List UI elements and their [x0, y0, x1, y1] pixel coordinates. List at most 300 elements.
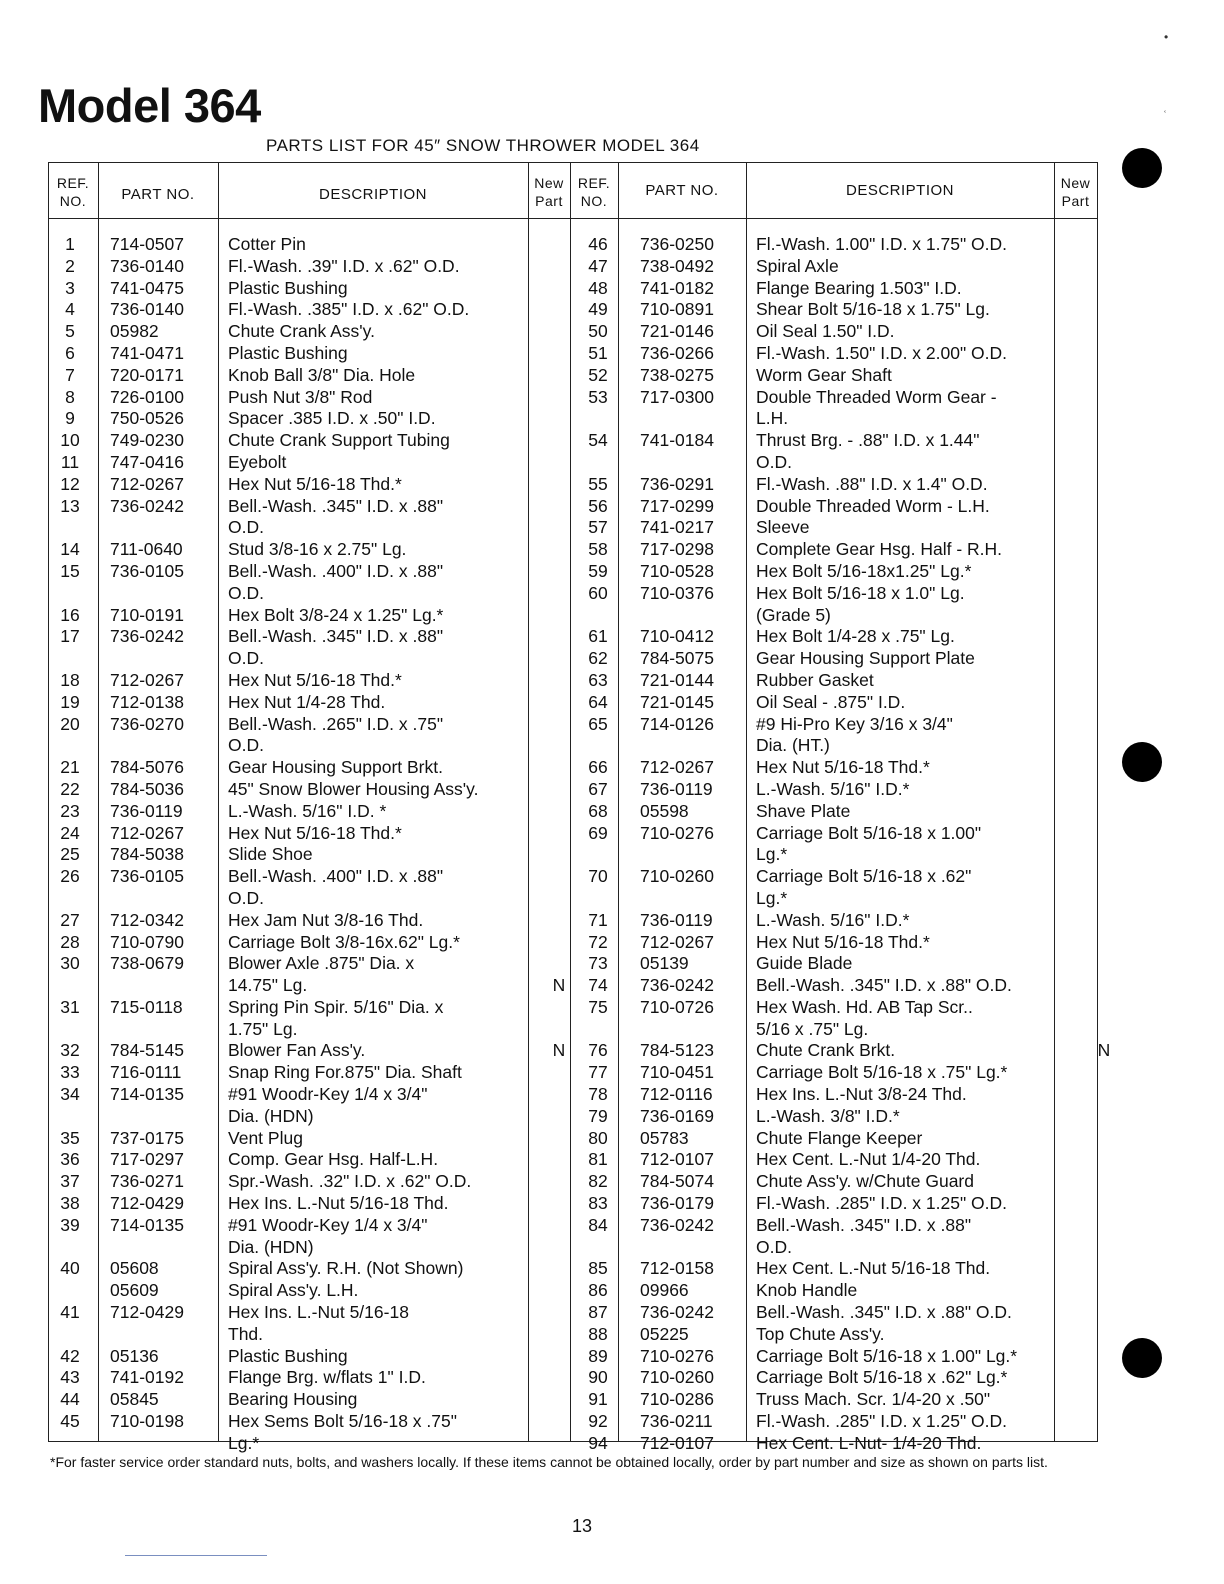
table-row: [576, 670, 1111, 692]
table-row: [576, 866, 1111, 888]
part-number: 784-5074: [640, 1171, 714, 1192]
ref-number: 85: [588, 1258, 608, 1279]
ref-number: 10: [60, 430, 80, 451]
ref-number: 54: [588, 430, 608, 451]
part-number: 741-0217: [640, 517, 714, 538]
ref-number: 94: [588, 1432, 608, 1453]
part-number: 710-0286: [640, 1389, 714, 1410]
table-row: [576, 474, 1111, 496]
table-row: [48, 1258, 576, 1280]
part-description: Bell.-Wash. .345" I.D. x .88" O.D.: [756, 1302, 1012, 1323]
part-number: 712-0116: [640, 1084, 713, 1105]
part-description: Hex Nut 1/4-28 Thd.: [228, 691, 386, 712]
table-row: [576, 648, 1111, 670]
part-number: 712-0267: [110, 473, 184, 494]
table-row: [48, 1346, 576, 1368]
table-row: [48, 844, 576, 866]
ref-number: 67: [588, 778, 608, 799]
part-description: Carriage Bolt 5/16-18 x .75" Lg.*: [756, 1062, 1008, 1083]
ref-number: 89: [588, 1345, 608, 1366]
part-number: 714-0126: [640, 713, 714, 734]
part-description: O.D.: [228, 582, 264, 603]
ref-number: 13: [60, 495, 80, 516]
table-row: [48, 801, 576, 823]
table-row: [48, 735, 576, 757]
ref-number: 26: [60, 866, 80, 887]
part-number: 784-5123: [640, 1040, 714, 1061]
part-description: Bell.-Wash. .345" I.D. x .88" O.D.: [756, 975, 1012, 996]
part-number: 736-0211: [640, 1411, 713, 1432]
part-number: 712-0267: [640, 757, 714, 778]
part-number: 741-0184: [640, 430, 714, 451]
part-description: Vent Plug: [228, 1127, 303, 1148]
table-row: [48, 605, 576, 627]
table-row: [576, 779, 1111, 801]
part-number: 05136: [110, 1345, 159, 1366]
ref-number: 60: [588, 582, 608, 603]
ref-number: 51: [588, 342, 608, 363]
part-description: Hex Nut 5/16-18 Thd.*: [756, 931, 930, 952]
ref-number: 91: [588, 1389, 608, 1410]
ref-number: 79: [588, 1105, 608, 1126]
part-number: 712-0158: [640, 1258, 714, 1279]
part-number: 784-5076: [110, 757, 184, 778]
table-row: [48, 343, 576, 365]
ref-number: 46: [588, 234, 608, 254]
table-row: [576, 757, 1111, 779]
part-description: Hex Nut 5/16-18 Thd.*: [756, 757, 930, 778]
ref-number: 90: [588, 1367, 608, 1388]
part-description: Slide Shoe: [228, 844, 313, 865]
part-description: Spiral Ass'y. R.H. (Not Shown): [228, 1258, 464, 1279]
table-row: [48, 1019, 576, 1041]
part-description: Hex Cent. L-Nut- 1/4-20 Thd.: [756, 1432, 982, 1453]
table-row: [48, 823, 576, 845]
part-description: Hex Cent. L.-Nut 5/16-18 Thd.: [756, 1258, 991, 1279]
part-number: 736-0119: [110, 800, 183, 821]
part-number: 712-0267: [110, 822, 184, 843]
table-row: [576, 452, 1111, 474]
ref-number: 80: [588, 1127, 608, 1148]
table-row: [576, 387, 1111, 409]
ref-number: 65: [588, 713, 608, 734]
table-row: [576, 714, 1111, 736]
part-number: 710-0726: [640, 996, 714, 1017]
part-number: 736-0105: [110, 560, 184, 581]
part-description: O.D.: [756, 451, 792, 472]
part-number: 714-0135: [110, 1084, 184, 1105]
ref-number: 27: [60, 909, 80, 930]
part-number: 05139: [640, 953, 689, 974]
ref-number: 14: [60, 539, 80, 560]
ref-number: 59: [588, 560, 608, 581]
part-number: 726-0100: [110, 386, 184, 407]
part-description: Gear Housing Support Plate: [756, 648, 975, 669]
part-description: Flange Bearing 1.503" I.D.: [756, 277, 962, 298]
ref-number: 78: [588, 1084, 608, 1105]
table-row: [48, 1128, 576, 1150]
ref-number: 12: [60, 473, 80, 494]
part-description: Double Threaded Worm Gear -: [756, 386, 997, 407]
ref-number: 28: [60, 931, 80, 952]
part-description: Snap Ring For.875" Dia. Shaft: [228, 1062, 462, 1083]
table-row: [48, 714, 576, 736]
ref-number: 5: [65, 321, 75, 342]
part-number: 741-0182: [640, 277, 714, 298]
table-row: [576, 234, 1111, 256]
part-number: 717-0299: [640, 495, 714, 516]
table-row: [48, 1367, 576, 1389]
table-row: [576, 953, 1111, 975]
table-row: [48, 496, 576, 518]
part-description: L.-Wash. 5/16" I.D. *: [228, 800, 387, 821]
part-number: 714-0507: [110, 234, 184, 254]
table-row: [48, 866, 576, 888]
part-description: Hex Cent. L.-Nut 1/4-20 Thd.: [756, 1149, 981, 1170]
part-number: 784-5036: [110, 778, 184, 799]
ref-number: 4: [65, 299, 75, 320]
ref-number: 69: [588, 822, 608, 843]
table-row: [576, 975, 1111, 997]
table-row: [48, 517, 576, 539]
table-row: [48, 779, 576, 801]
part-description: Bell.-Wash. .345" I.D. x .88": [228, 626, 444, 647]
table-row: [576, 1346, 1111, 1368]
part-description: Hex Ins. L.-Nut 5/16-18: [228, 1302, 409, 1323]
part-number: 711-0640: [110, 539, 183, 560]
ref-number: 57: [588, 517, 608, 538]
table-row: [576, 1302, 1111, 1324]
part-description: Chute Crank Brkt.: [756, 1040, 896, 1061]
table-row: [48, 1040, 576, 1062]
table-row: [576, 1019, 1111, 1041]
table-row: [48, 1062, 576, 1084]
table-row: [576, 1389, 1111, 1411]
table-row: [576, 583, 1111, 605]
part-number: 720-0171: [110, 364, 184, 385]
ref-number: 53: [588, 386, 608, 407]
part-description: Plastic Bushing: [228, 277, 348, 298]
part-description: Lg.*: [756, 844, 788, 865]
table-row: [48, 539, 576, 561]
part-number: 710-0891: [640, 299, 714, 320]
table-row: [576, 1367, 1111, 1389]
ref-number: 6: [65, 342, 75, 363]
part-description: Chute Crank Ass'y.: [228, 321, 375, 342]
part-description: Lg.*: [756, 887, 788, 908]
table-row: [576, 1324, 1111, 1346]
table-row: [576, 539, 1111, 561]
ref-number: 56: [588, 495, 608, 516]
part-description: Fl.-Wash. 1.00" I.D. x 1.75" O.D.: [756, 234, 1008, 254]
part-description: Spiral Axle: [756, 255, 839, 276]
ref-number: 25: [60, 844, 80, 865]
table-row: [48, 1193, 576, 1215]
part-description: Dia. (HT.): [756, 735, 830, 756]
part-number: 736-0242: [640, 1302, 714, 1323]
part-description: Lg.*: [228, 1432, 260, 1453]
table-row: [48, 1106, 576, 1128]
part-number: 721-0144: [640, 669, 714, 690]
ref-number: 24: [60, 822, 80, 843]
part-description: Eyebolt: [228, 451, 287, 472]
part-number: 717-0300: [640, 386, 714, 407]
part-description: Fl.-Wash. .39" I.D. x .62" O.D.: [228, 255, 460, 276]
part-description: Spr.-Wash. .32" I.D. x .62" O.D.: [228, 1171, 472, 1192]
table-row: [48, 1084, 576, 1106]
table-row: [576, 932, 1111, 954]
part-description: #91 Woodr-Key 1/4 x 3/4": [228, 1084, 428, 1105]
part-number: 712-0267: [640, 931, 714, 952]
table-row: [48, 452, 576, 474]
ref-number: 61: [588, 626, 608, 647]
table-row: [48, 1149, 576, 1171]
part-number: 736-0169: [640, 1105, 714, 1126]
ref-number: 63: [588, 669, 608, 690]
table-row: [576, 1128, 1111, 1150]
table-row: [48, 583, 576, 605]
ref-number: 20: [60, 713, 80, 734]
ref-number: 19: [60, 691, 80, 712]
ref-number: 31: [60, 996, 80, 1017]
table-row: [576, 496, 1111, 518]
part-number: 741-0475: [110, 277, 184, 298]
page-number: 13: [572, 1516, 593, 1536]
part-description: L.H.: [756, 408, 789, 429]
ref-number: 86: [588, 1280, 608, 1301]
table-row: [576, 1280, 1111, 1302]
ref-number: 88: [588, 1323, 608, 1344]
part-description: Blower Fan Ass'y.: [228, 1040, 366, 1061]
ref-number: 66: [588, 757, 608, 778]
margin-mark-tick: ʿ: [1163, 108, 1167, 122]
ref-number: 44: [60, 1389, 80, 1410]
part-description: Bell.-Wash. .345" I.D. x .88": [756, 1214, 972, 1235]
punch-hole-bottom: [1122, 1338, 1162, 1378]
table-row: [48, 561, 576, 583]
part-number: 09966: [640, 1280, 689, 1301]
header-part-no-right: PART NO.: [645, 182, 719, 199]
table-row: [48, 1171, 576, 1193]
table-row: [576, 997, 1111, 1019]
part-number: 710-0276: [640, 1345, 714, 1366]
ref-number: 62: [588, 648, 608, 669]
new-part-flag: N: [1097, 1040, 1111, 1061]
ref-number: 68: [588, 800, 608, 821]
header-new-part-right: New Part: [1060, 175, 1091, 209]
ref-number: 84: [588, 1214, 608, 1235]
part-number: 736-0266: [640, 342, 714, 363]
part-description: Top Chute Ass'y.: [756, 1323, 885, 1344]
part-description: Fl.-Wash. .285" I.D. x 1.25" O.D.: [756, 1411, 1008, 1432]
punch-hole-middle: [1122, 742, 1162, 782]
ref-number: 64: [588, 691, 608, 712]
ref-number: 76: [588, 1040, 608, 1061]
part-number: 05982: [110, 321, 159, 342]
part-description: Dia. (HDN): [228, 1105, 314, 1126]
ref-number: 1: [65, 234, 75, 254]
header-ref-no: REF. NO.: [56, 175, 90, 209]
part-number: 749-0230: [110, 430, 184, 451]
part-description: Flange Brg. w/flats 1" I.D.: [228, 1367, 426, 1388]
ref-number: 16: [60, 604, 80, 625]
part-description: Complete Gear Hsg. Half - R.H.: [756, 539, 1003, 560]
ref-number: 45: [60, 1411, 80, 1432]
table-row: [576, 408, 1111, 430]
part-number: 737-0175: [110, 1127, 184, 1148]
ref-number: 33: [60, 1062, 80, 1083]
part-description: Fl.-Wash. .88" I.D. x 1.4" O.D.: [756, 473, 988, 494]
table-row: [576, 1106, 1111, 1128]
part-number: 710-0276: [640, 822, 714, 843]
part-number: 714-0135: [110, 1214, 184, 1235]
ref-number: 35: [60, 1127, 80, 1148]
part-description: Fl.-Wash. .285" I.D. x 1.25" O.D.: [756, 1193, 1008, 1214]
part-description: Knob Handle: [756, 1280, 858, 1301]
ref-number: 8: [65, 386, 75, 407]
part-number: 738-0275: [640, 364, 714, 385]
table-row: [576, 1193, 1111, 1215]
table-row: [576, 626, 1111, 648]
ref-number: 55: [588, 473, 608, 494]
part-description: 1.75" Lg.: [228, 1018, 298, 1039]
part-number: 736-0291: [640, 473, 714, 494]
part-number: 710-0412: [640, 626, 714, 647]
part-description: Hex Bolt 5/16-18x1.25" Lg.*: [756, 560, 972, 581]
ref-number: 81: [588, 1149, 608, 1170]
table-row: [576, 1215, 1111, 1237]
ref-number: 15: [60, 560, 80, 581]
part-number: 750-0526: [110, 408, 184, 429]
part-description: O.D.: [228, 887, 264, 908]
part-number: 736-0242: [640, 975, 714, 996]
part-number: 784-5075: [640, 648, 714, 669]
part-description: Hex Nut 5/16-18 Thd.*: [228, 822, 402, 843]
table-row: [48, 692, 576, 714]
part-description: 5/16 x .75" Lg.: [756, 1018, 869, 1039]
table-row: [576, 256, 1111, 278]
part-description: Thd.: [228, 1323, 264, 1344]
table-row: [576, 430, 1111, 452]
part-description: Spring Pin Spir. 5/16" Dia. x: [228, 996, 444, 1017]
header-new-part: New Part: [534, 175, 564, 209]
part-description: Hex Sems Bolt 5/16-18 x .75": [228, 1411, 457, 1432]
ref-number: 30: [60, 953, 80, 974]
part-description: Carriage Bolt 5/16-18 x 1.00": [756, 822, 982, 843]
part-number: 721-0145: [640, 691, 714, 712]
part-number: 05598: [640, 800, 689, 821]
part-number: 716-0111: [110, 1062, 182, 1083]
table-row: [48, 1237, 576, 1259]
part-description: #91 Woodr-Key 1/4 x 3/4": [228, 1214, 428, 1235]
table-row: [48, 365, 576, 387]
table-row: [48, 474, 576, 496]
part-description: O.D.: [228, 648, 264, 669]
part-number: 710-0191: [110, 604, 184, 625]
part-description: (Grade 5): [756, 604, 831, 625]
table-row: [48, 997, 576, 1019]
parts-table: [48, 162, 1111, 1453]
table-row: [576, 365, 1111, 387]
part-description: Chute Ass'y. w/Chute Guard: [756, 1171, 974, 1192]
ref-number: 87: [588, 1302, 608, 1323]
part-description: 45" Snow Blower Housing Ass'y.: [228, 778, 479, 799]
part-description: Carriage Bolt 5/16-18 x .62" Lg.*: [756, 1367, 1008, 1388]
part-description: Hex Ins. L.-Nut 5/16-18 Thd.: [228, 1193, 449, 1214]
part-description: Bell.-Wash. .345" I.D. x .88": [228, 495, 444, 516]
table-row: [576, 692, 1111, 714]
ref-number: 48: [588, 277, 608, 298]
table-row: [576, 321, 1111, 343]
right-parts-column: [576, 234, 1111, 1455]
table-row: [576, 1237, 1111, 1259]
table-row: [576, 823, 1111, 845]
left-parts-column: [48, 234, 576, 1455]
part-number: 710-0528: [640, 560, 714, 581]
table-row: [48, 648, 576, 670]
page-title: Model 364: [38, 79, 261, 132]
part-number: 05608: [110, 1258, 159, 1279]
part-number: 05783: [640, 1127, 689, 1148]
table-row: [48, 975, 576, 997]
part-number: 736-0105: [110, 866, 184, 887]
ref-number: 41: [60, 1302, 80, 1323]
table-row: [48, 299, 576, 321]
part-number: 05609: [110, 1280, 159, 1301]
table-row: [48, 932, 576, 954]
ref-number: 92: [588, 1411, 608, 1432]
part-description: Fl.-Wash. 1.50" I.D. x 2.00" O.D.: [756, 342, 1008, 363]
header-description-right: DESCRIPTION: [845, 182, 954, 199]
ref-number: 39: [60, 1214, 80, 1235]
table-row: [576, 517, 1111, 539]
part-number: 741-0192: [110, 1367, 184, 1388]
part-description: Spiral Ass'y. L.H.: [228, 1280, 359, 1301]
part-number: 736-0119: [640, 778, 713, 799]
ref-number: 23: [60, 800, 80, 821]
table-row: [576, 1171, 1111, 1193]
ref-number: 74: [588, 975, 608, 996]
ref-number: 82: [588, 1171, 608, 1192]
part-description: Hex Nut 5/16-18 Thd.*: [228, 473, 402, 494]
punch-hole-top: [1122, 148, 1162, 188]
table-row: [576, 910, 1111, 932]
part-number: 738-0492: [640, 255, 714, 276]
table-row: [48, 953, 576, 975]
ref-number: 73: [588, 953, 608, 974]
table-row: [48, 1302, 576, 1324]
ref-number: 2: [65, 255, 75, 276]
table-row: [48, 321, 576, 343]
table-row: [48, 387, 576, 409]
table-row: [48, 430, 576, 452]
part-description: Oil Seal - .875" I.D.: [756, 691, 906, 712]
ref-number: 3: [65, 277, 75, 298]
ref-number: 11: [60, 451, 80, 472]
table-row: [576, 1258, 1111, 1280]
table-row: [576, 278, 1111, 300]
header-ref-no-right: REF. NO.: [577, 175, 611, 209]
ref-number: 52: [588, 364, 608, 385]
header-description: DESCRIPTION: [318, 186, 427, 203]
ref-number: 72: [588, 931, 608, 952]
table-row: [48, 408, 576, 430]
part-description: Chute Flange Keeper: [756, 1127, 923, 1148]
part-description: Dia. (HDN): [228, 1236, 314, 1257]
table-row: [576, 801, 1111, 823]
table-row: [576, 1411, 1111, 1433]
bottom-rule: [125, 1555, 267, 1556]
